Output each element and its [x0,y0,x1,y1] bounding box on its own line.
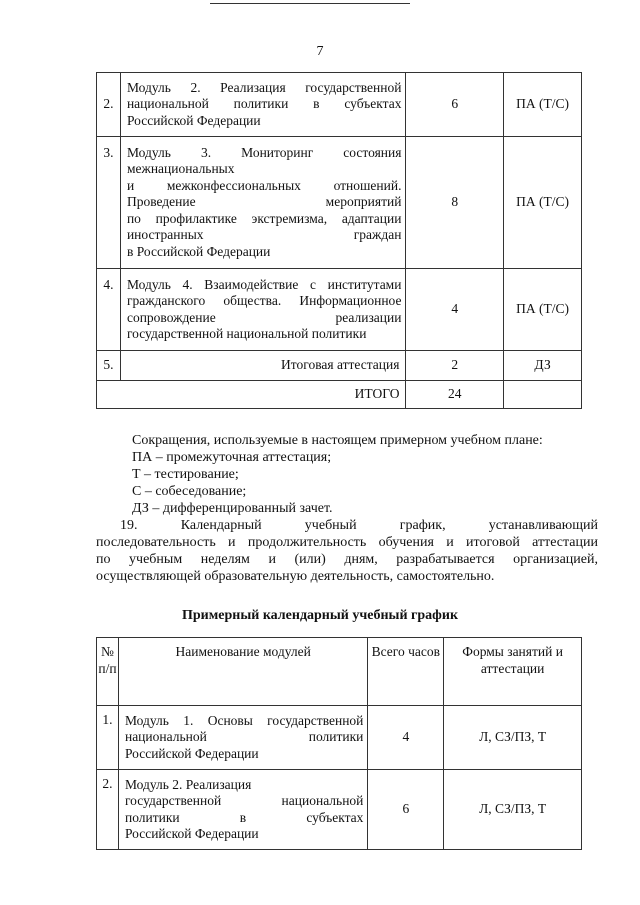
row-number: 4. [97,269,121,351]
study-plan-table [96,72,582,409]
form-cell: ПА (Т/С) [504,73,582,137]
module-name [118,706,367,770]
module-line: государственной национальной [124,793,364,808]
form-cell: ПА (Т/С) [504,137,582,269]
row-number: 2. [97,770,119,850]
total-hours: 24 [406,381,504,409]
abbreviations-block [96,432,598,585]
hours-cell: 2 [406,351,504,381]
table-row [97,269,582,351]
form-cell: ПА (Т/С) [504,269,582,351]
module-line: Российской Федерации [124,826,259,841]
table-row [97,73,582,137]
header-row [97,638,582,706]
module-line: Проведение мероприятий [126,194,402,210]
header-forms: Формы занятий и аттестации [444,638,582,706]
hours-cell: 4 [368,706,444,770]
form-cell: ДЗ [504,351,582,381]
module-name [120,269,406,351]
abbreviation-item: С – собеседование; [132,484,247,499]
module-line: иностранных граждан [126,227,402,243]
row-number: 5. [97,351,121,381]
table-row [97,351,582,381]
hours-cell: 8 [406,137,504,269]
abbreviations-intro: Сокращения, используемые в настоящем примерном учебном плане: [132,433,543,448]
module-line: Модуль 2. Реализация [124,776,252,792]
module-name [120,137,406,269]
paragraph-19-line: последовательность и продолжительность обучения и итоговой аттестации [96,535,598,550]
module-line: Российской Федерации [124,745,259,761]
row-number: 3. [97,137,121,269]
abbreviation-item: Т – тестирование; [132,467,239,482]
header-module-name: Наименование модулей [118,638,367,706]
table-row [97,770,582,850]
form-cell: Л, СЗ/ПЗ, Т [444,706,582,770]
row-number: 1. [97,706,119,770]
module-line: государственной национальной политики [126,326,367,341]
module-line: межнациональных [126,161,235,177]
module-line: национальной политики в субъектах [126,96,402,112]
module-line: и межконфессиональных отношений. [126,177,402,193]
final-attestation-label: Итоговая аттестация [120,351,406,381]
paragraph-19-line: по учебным неделям и (или) дням, разрабатывается организацией, [96,552,598,567]
module-name [120,73,406,137]
module-line: Модуль 2. Реализация государственной [126,79,402,95]
paragraph-19-line: осуществляющей образовательную деятельность, самостоятельно. [96,569,495,584]
calendar-schedule-table [96,637,582,850]
module-line: политики в субъектах [124,809,364,825]
hours-cell: 6 [368,770,444,850]
module-line: Модуль 3. Мониторинг состояния [126,144,402,160]
abbreviation-item: ДЗ – дифференцированный зачет. [132,501,333,516]
page-number: 7 [316,44,324,59]
module-line: сопровождение реализации [126,309,402,325]
header-num: № п/п [97,638,119,706]
header-hours: Всего часов [368,638,444,706]
section-heading: Примерный календарный учебный график [181,608,459,623]
module-line: Модуль 1. Основы государственной [124,712,364,728]
module-line: гражданского общества. Информационное [126,293,402,308]
table-row [97,137,582,269]
module-line: национальной политики [124,729,364,745]
form-cell: Л, СЗ/ПЗ, Т [444,770,582,850]
module-name [118,770,367,850]
paragraph-19-line: 19. Календарный учебный график, устанавливающий [120,518,598,533]
empty-cell [504,381,582,409]
hours-cell: 4 [406,269,504,351]
total-row [97,381,582,409]
row-number: 2. [97,73,121,137]
module-line: Модуль 4. Взаимодействие с институтами [126,276,402,292]
top-rule [210,3,410,4]
table-row [97,706,582,770]
abbreviation-item: ПА – промежуточная аттестация; [132,450,332,465]
module-line: по профилактике экстремизма, адаптации [126,210,402,226]
total-label: ИТОГО [97,381,406,409]
hours-cell: 6 [406,73,504,137]
module-line: в Российской Федерации [126,243,271,259]
module-line: Российской Федерации [126,112,261,128]
